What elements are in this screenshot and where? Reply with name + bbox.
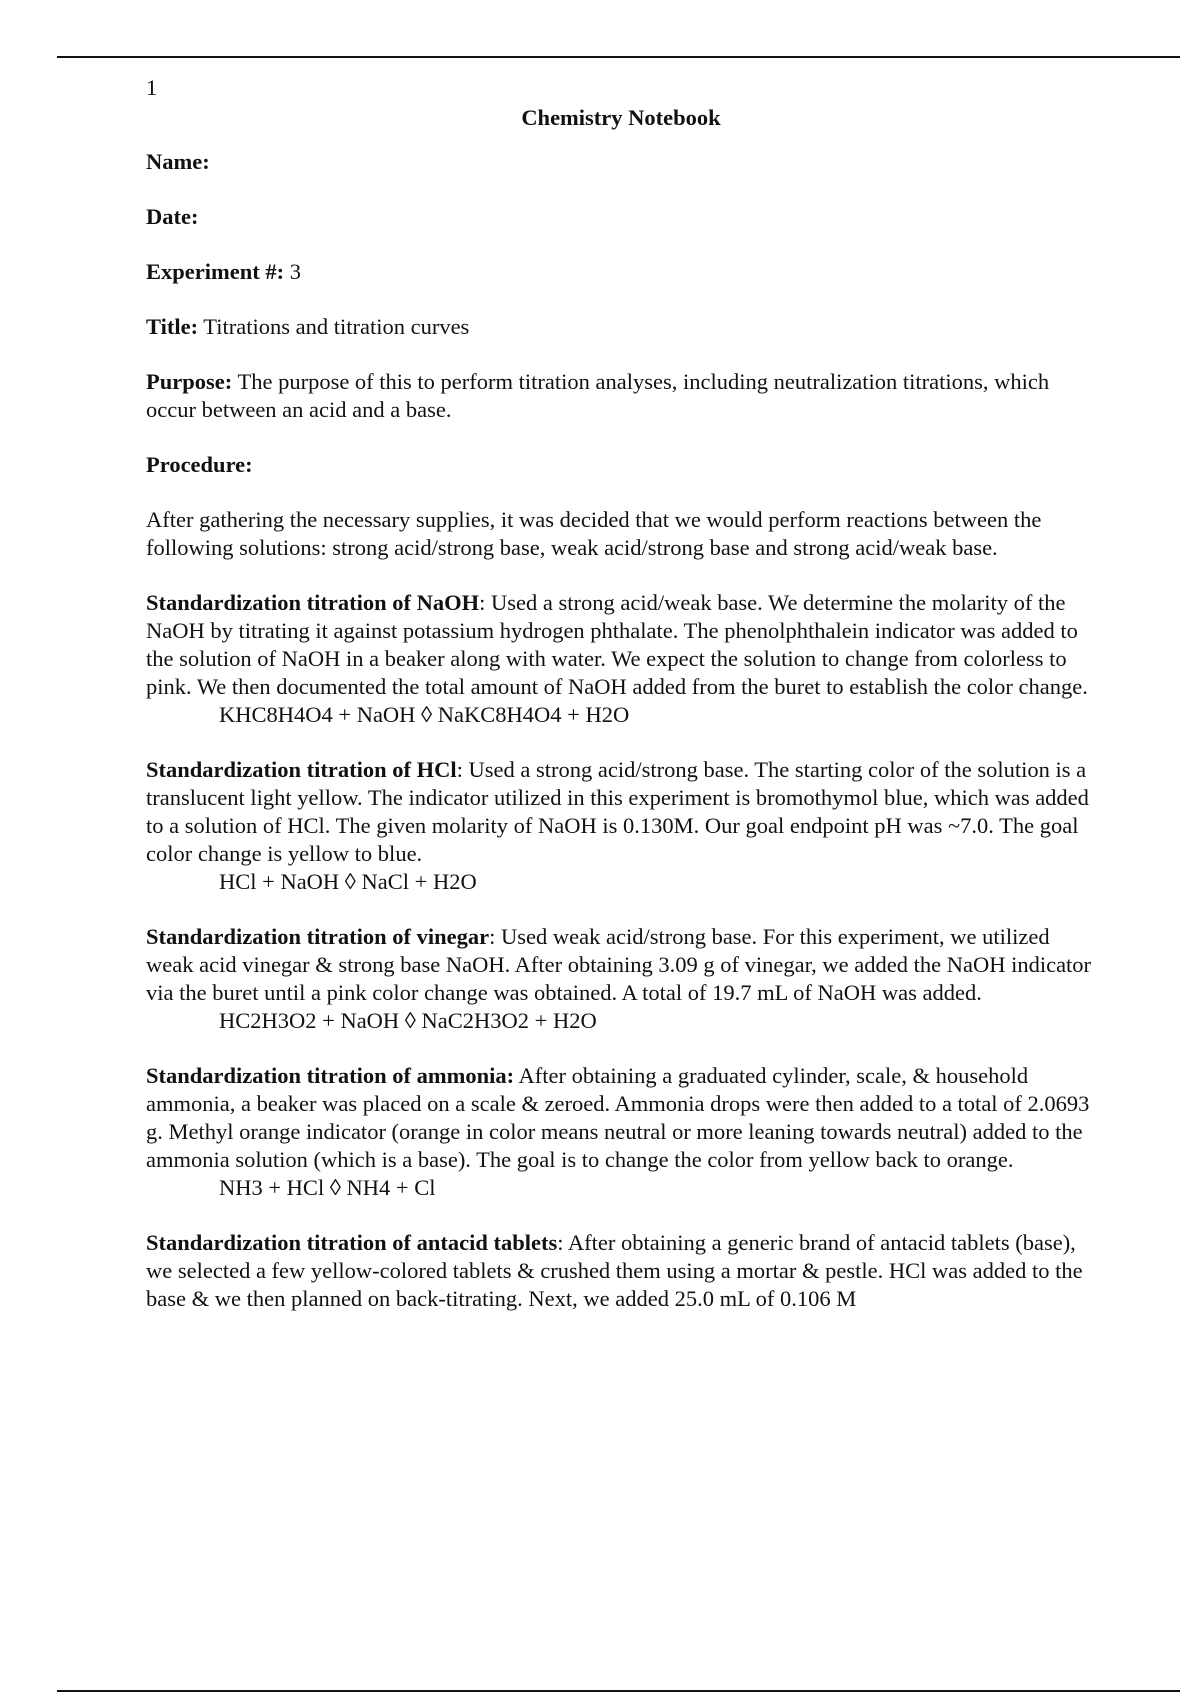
date-field (146, 203, 1096, 231)
document-title: Chemistry Notebook (521, 105, 721, 130)
section-antacid-body: : After obtaining a generic brand of antacid tablets (base), we selected a few yellow-colored tablets & crushed them using a mortar & pestle. HCl was added to the base & we then planned on back-titrating. Next, we added 25.0 mL of 0.106 M (146, 1230, 1083, 1311)
experiment-field (146, 258, 1096, 286)
section-vinegar-equation: HC2H3O2 + NaOH ◊ NaC2H3O2 + H2O (219, 1008, 597, 1033)
experiment-value: 3 (284, 259, 301, 284)
section-naoh-heading: Standardization titration of NaOH (146, 590, 480, 615)
section-vinegar-heading: Standardization titration of vinegar (146, 924, 490, 949)
section-hcl-body: : Used a strong acid/strong base. The starting color of the solution is a translucent light yellow. The indicator utilized in this experiment is bromothymol blue, which was added to a solution of HCl. The given molarity of NaOH is 0.130M. Our goal endpoint pH was ~7.0. The goal color change is yellow to blue. (146, 757, 1089, 866)
procedure-intro: After gathering the necessary supplies, it was decided that we would perform reactions between the following solutions: strong acid/strong base, weak acid/strong base and strong acid/weak base. (146, 507, 1042, 560)
section-vinegar (146, 923, 1096, 1035)
section-antacid (146, 1229, 1096, 1313)
section-hcl-heading: Standardization titration of HCl (146, 757, 457, 782)
section-ammonia-body: After obtaining a graduated cylinder, scale, & household ammonia, a beaker was placed on a scale & zeroed. Ammonia drops were then added to a total of 2.0693 g. Methyl orange indicator (orange in color means neutral or more leaning towards neutral) added to the ammonia solution (which is a base). The goal is to change the color from yellow back to orange. (146, 1063, 1090, 1172)
procedure-field (146, 451, 1096, 479)
section-naoh (146, 589, 1096, 729)
procedure-label: Procedure: (146, 452, 253, 477)
top-rule (57, 56, 1180, 58)
section-vinegar-body: : Used weak acid/strong base. For this experiment, we utilized weak acid vinegar & strong base NaOH. After obtaining 3.09 g of vinegar, we added the NaOH indicator via the buret until a pink color change was obtained. A total of 19.7 mL of NaOH was added. (146, 924, 1092, 1005)
title-field (146, 313, 1096, 341)
page-number: 1 (146, 75, 158, 100)
section-ammonia (146, 1062, 1096, 1202)
section-hcl-equation: HCl + NaOH ◊ NaCl + H2O (219, 869, 477, 894)
section-naoh-body: : Used a strong acid/weak base. We determine the molarity of the NaOH by titrating it against potassium hydrogen phthalate. The phenolphthalein indicator was added to the solution of NaOH in a beaker along with water. We expect the solution to change from colorless to pink. We then documented the total amount of NaOH added from the buret to establish the color change. (146, 590, 1088, 699)
name-field (146, 148, 1096, 176)
name-label: Name: (146, 149, 210, 174)
purpose-field (146, 368, 1096, 424)
bottom-rule (57, 1690, 1180, 1692)
section-antacid-heading: Standardization titration of antacid tablets (146, 1230, 558, 1255)
title-label: Title: (146, 314, 199, 339)
experiment-label: Experiment #: (146, 259, 285, 284)
notebook-page (146, 74, 1096, 1340)
section-naoh-equation: KHC8H4O4 + NaOH ◊ NaKC8H4O4 + H2O (219, 702, 630, 727)
section-ammonia-heading: Standardization titration of ammonia: (146, 1063, 515, 1088)
section-hcl (146, 756, 1096, 896)
purpose-label: Purpose: (146, 369, 233, 394)
title-value: Titrations and titration curves (198, 314, 470, 339)
section-ammonia-equation: NH3 + HCl ◊ NH4 + Cl (219, 1175, 436, 1200)
date-label: Date: (146, 204, 199, 229)
purpose-value: The purpose of this to perform titration analyses, including neutralization titrations, which occur between an acid and a base. (146, 369, 1050, 422)
